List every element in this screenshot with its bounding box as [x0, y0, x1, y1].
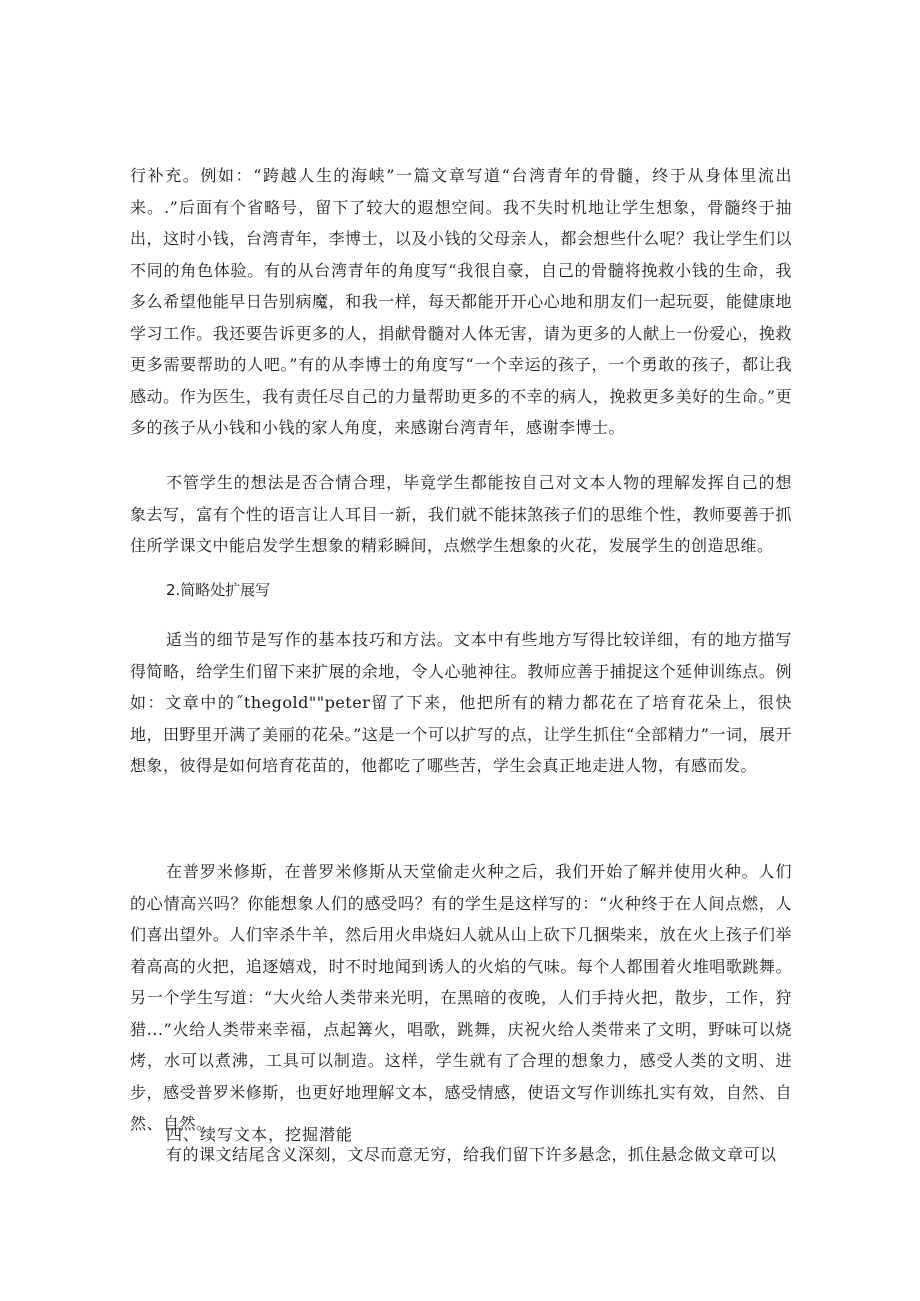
paragraph-prometheus: 在普罗米修斯，在普罗米修斯从天堂偷走火种之后，我们开始了解并使用火种。人们的心情高兴吗？你能想象人们的感受吗？有的学生是这样写的：“火种终于在人间点燃，人们喜出望外。人们宰杀牛羊，然后用火串烧妇人就从山上砍下几捆柴来，放在火上孩子们举着高高的火把，追逐嬉戏，时不时地闻到诱人的火焰的气味。每个人都围着火堆唱歌跳舞。另一个学生写道：“大火给人类带来光明，在黑暗的夜晚，人们手持火把，散步，工作，狩猎...”火给人类带来幸福，点起篝火，唱歌，跳舞，庆祝火给人类带来了文明，野味可以烧烤，水可以煮沸，工具可以制造。这样，学生就有了合理的想象力，感受人类的文明、进步，感受普罗米修斯，也更好地理解文本，感受情感，使语文写作训练扎实有效，自然、自然、自然。: [130, 862, 792, 1133]
paragraph-detail-expansion: 适当的细节是写作的基本技巧和方法。文本中有些地方写得比较详细，有的地方描写得简略，给学生们留下来扩展的余地，令人心驰神往。教师应善于捕捉这个延伸训练点。例如：文章中的˝thegold""peter留了下来，他把所有的精力都花在了培育花朵上，很快地，田野里开满了美丽的花朵。”这是一个可以扩写的点，让学生抓住“全部精力”一词，展开想象，彼得是如何培育花苗的，他都吃了哪些苦，学生会真正地走进人物，有感而发。: [130, 630, 792, 775]
subheading-expand-brief: 2.简略处扩展写: [166, 581, 271, 599]
paragraph-ending-suspense: 有的课文结尾含义深刻，文尽而意无穷，给我们留下许多悬念，抓住悬念做文章可以: [166, 1145, 777, 1164]
section-heading-continue-writing: 四、续写文本，挖掘潜能: [166, 1125, 354, 1144]
paragraph-role-play: 行补充。例如：“跨越人生的海峡”一篇文章写道“台湾青年的骨髓，终于从身体里流出来。.”后面有个省略号，留下了较大的遐想空间。我不失时机地让学生想象，骨髓终于抽出，这时小钱，台湾青年，李博士，以及小钱的父母亲人，都会想些什么呢？我让学生们以不同的角色体验。有的从台湾青年的角度写“我很自豪，自己的骨髓将挽救小钱的生命，我多么希望他能早日告别病魔，和我一样，每天都能开开心心地和朋友们一起玩耍，能健康地学习工作。我还要告诉更多的人，捐献骨髓对人体无害，请为更多的人献上一份爱心，挽救更多需要帮助的人吧。”有的从李博士的角度写“一个幸运的孩子，一个勇敢的孩子，都让我感动。作为医生，我有责任尽自己的力量帮助更多的不幸的病人，挽救更多美好的生命。”更多的孩子从小钱和小钱的家人角度，来感谢台湾青年，感谢李博士。: [130, 166, 792, 437]
paragraph-imagination-summary: 不管学生的想法是否合情合理，毕竟学生都能按自己对文本人物的理解发挥自己的想象去写，富有个性的语言让人耳目一新，我们就不能抹煞孩子们的思维个性，教师要善于抓住所学课文中能启发学生想象的精彩瞬间，点燃学生想象的火花，发展学生的创造思维。: [130, 473, 792, 555]
